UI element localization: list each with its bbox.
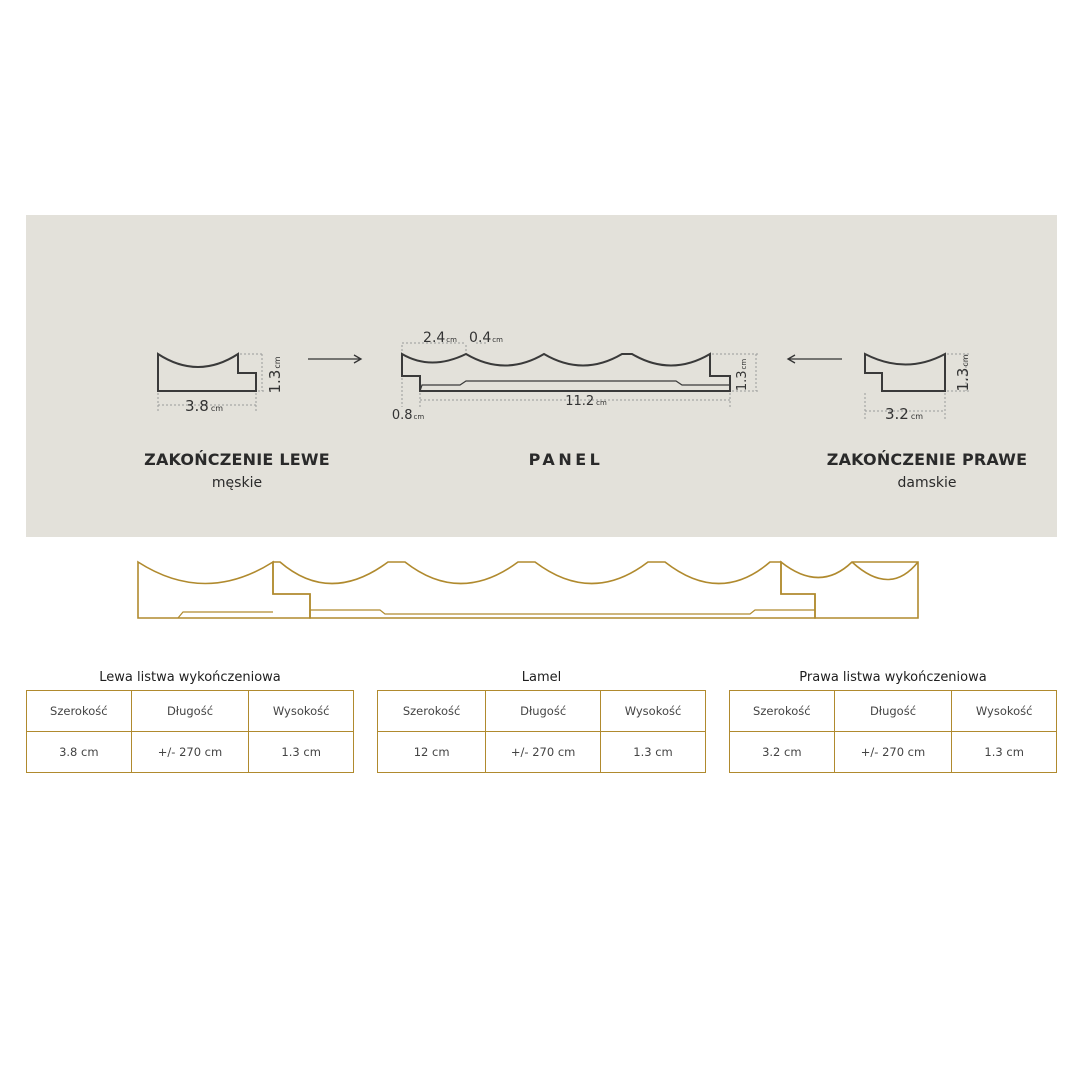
header-cell-length: Długość [834,691,952,732]
header-cell-width: Szerokość [27,691,132,732]
table-row [27,732,354,773]
profile-diagram-panel [26,215,1057,537]
table-row [730,732,1057,773]
value-cell-width: 3.2 cm [730,732,835,773]
header-cell-height: Wysokość [601,691,706,732]
value-cell-height: 1.3 cm [601,732,706,773]
value-cell-length: +/- 270 cm [131,732,249,773]
assembly-panel-groove [310,610,815,618]
spec-table [729,690,1057,773]
left-end-width-dim: 3.8 cm [184,397,224,415]
svg-text:1.3cm: 1.3cm [266,356,284,394]
table-header-row [378,691,706,732]
value-cell-height: 1.3 cm [249,732,354,773]
table-header-row [730,691,1057,732]
table-header-row [27,691,354,732]
header-cell-length: Długość [486,691,601,732]
spec-table [377,690,706,773]
spec-table [26,690,354,773]
spec-table-title: Lamel [521,670,562,685]
header-cell-width: Szerokość [378,691,486,732]
assembly-cross-section [130,555,930,630]
value-cell-width: 3.8 cm [27,732,132,773]
right-end-caption [812,450,1042,491]
panel-offset-dim: 0.8cm [391,408,425,423]
header-cell-height: Wysokość [952,691,1057,732]
value-cell-length: +/- 270 cm [834,732,952,773]
svg-text:1.3cm: 1.3cm [954,354,972,392]
spec-table-right-trim [729,668,1057,773]
right-end-width-dim: 3.2 cm [884,405,924,423]
panel-caption [446,450,686,469]
table-row [378,732,706,773]
svg-text:1.3cm: 1.3cm [735,358,750,392]
panel-wave-dim: 2.4cm [423,330,457,346]
panel-gap-dim: 0.4cm [469,330,503,346]
panel-title: PANEL [528,450,604,469]
header-cell-length: Długość [131,691,249,732]
header-cell-width: Szerokość [730,691,835,732]
spec-table-title: Prawa listwa wykończeniowa [799,670,987,685]
left-end-subtitle: męskie [211,475,263,491]
right-end-subtitle: damskie [897,475,957,491]
spec-table-lamel [377,668,706,773]
header-cell-height: Wysokość [249,691,354,732]
assembly-right-curve [852,562,918,580]
left-end-caption [122,450,352,491]
assembly-left-trim [138,562,310,618]
spec-table-title: Lewa listwa wykończeniowa [99,670,281,685]
right-end-title: ZAKOŃCZENIE PRAWE [826,450,1028,469]
assembly-outline [138,562,918,618]
panel-length-dim: 11.2 cm [565,394,607,409]
value-cell-height: 1.3 cm [952,732,1057,773]
value-cell-width: 12 cm [378,732,486,773]
value-cell-length: +/- 270 cm [486,732,601,773]
spec-table-left-trim [26,668,354,773]
assembly-left-groove [178,612,273,618]
assembly-drawing [130,555,930,630]
left-end-title: ZAKOŃCZENIE LEWE [144,450,330,469]
